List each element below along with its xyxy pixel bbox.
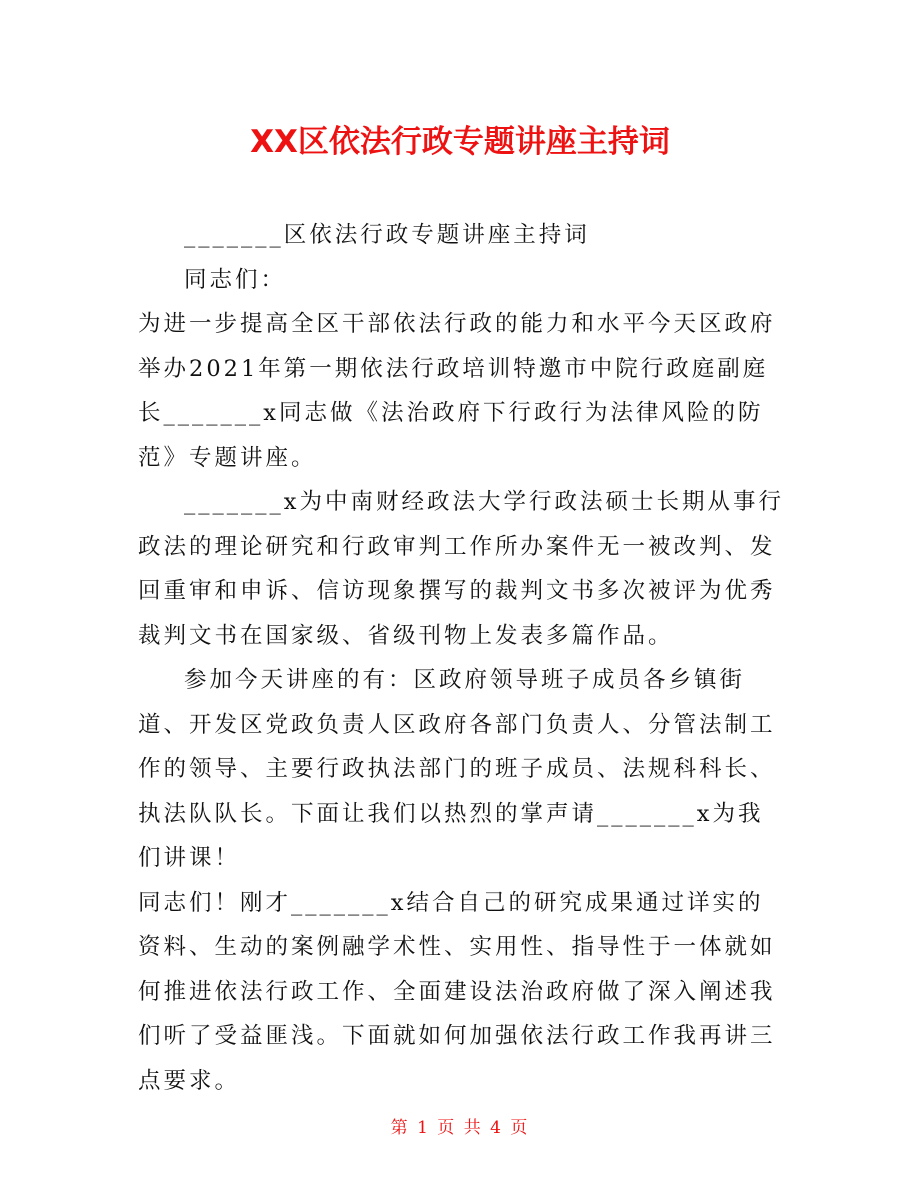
document-title: XX区依法行政专题讲座主持词 [250, 124, 670, 160]
paragraph-closing: 同志们！刚才_______x结合自己的研究成果通过详实的资料、生动的案例融学术性、实用性、指导性于一体就如何推进依法行政工作、全面建设法治政府做了深入阐述我们听了受益匪浅。下面就如何加强依法行政工作我再讲三点要求。 [138, 889, 776, 1094]
paragraph-intro: 为进一步提高全区干部依法行政的能力和水平今天区政府举办2021年第一期依法行政培训特邀市中院行政庭副庭长_______x同志做《法治政府下行政行为法律风险的防范》专题讲座。 [138, 311, 776, 471]
paragraph-speaker-bio: _______x为中南财经政法大学行政法硕士长期从事行政法的理论研究和行政审判工作所办案件无一被改判、发回重审和申诉、信访现象撰写的裁判文书多次被评为优秀裁判文书在国家级、省级刊物上发表多篇作品。 [138, 489, 784, 649]
paragraph-attendees: 参加今天讲座的有：区政府领导班子成员各乡镇街道、开发区党政负责人区政府各部门负责人、分管法制工作的领导、主要行政执法部门的班子成员、法规科科长、执法队队长。下面让我们以热烈的掌声请_______x为我们讲课！ [138, 667, 776, 871]
salutation: 同志们： [184, 266, 287, 293]
document-body [138, 213, 786, 1103]
subtitle-line: _______区依法行政专题讲座主持词 [184, 222, 590, 248]
page-number-footer: 第 1 页 共 4 页 [390, 1118, 530, 1138]
